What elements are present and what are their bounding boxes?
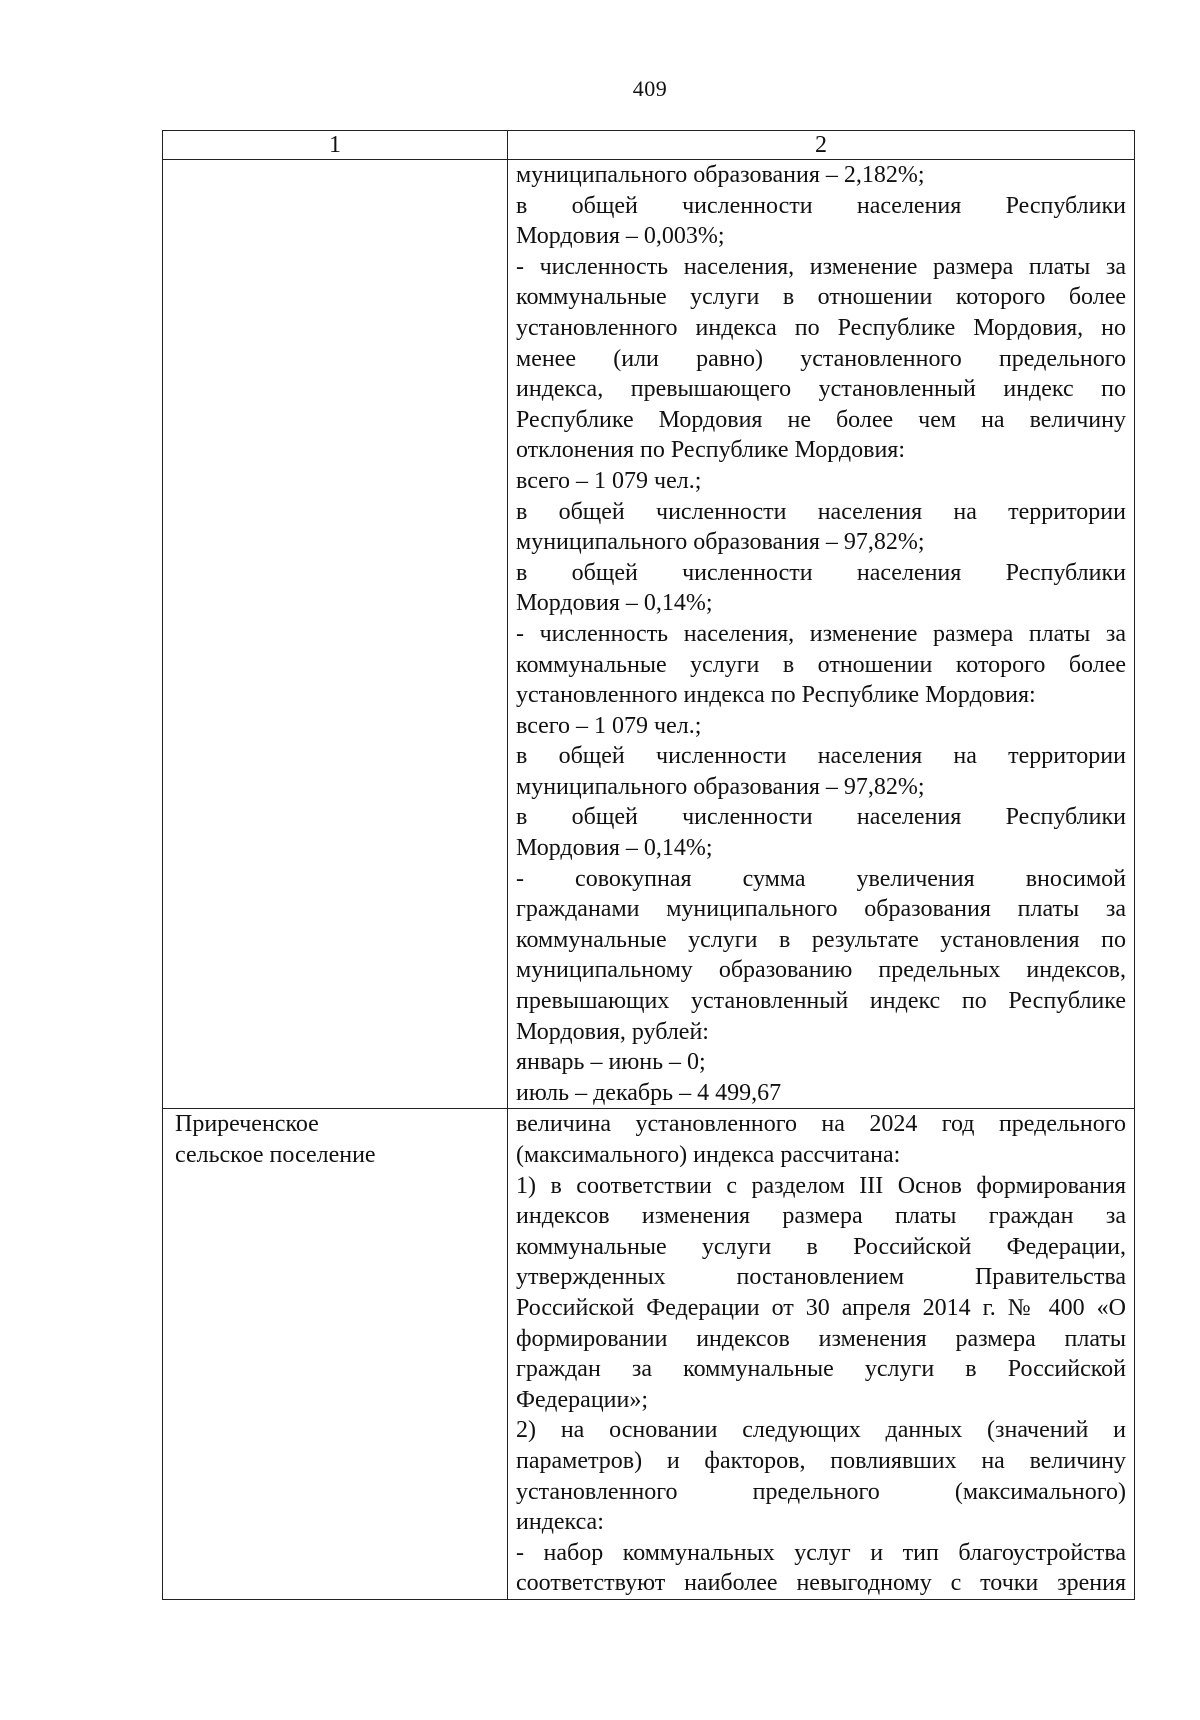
description-line: муниципального образования – 97,82%; [516, 773, 925, 800]
description-line: 1) в соответствии с разделом III Основ формирования [516, 1172, 1126, 1199]
description-line: Российской Федерации от 30 апреля 2014 г. № 400 «О [516, 1294, 1126, 1321]
description-line: формировании индексов изменения размера платы [516, 1325, 1126, 1352]
description-line: Федерации»; [516, 1386, 649, 1413]
table-row [163, 1109, 1135, 1600]
description-line: превышающих установленный индекс по Республике [516, 988, 1126, 1015]
description-line: соответствуют наиболее невыгодному с точки зрения [516, 1570, 1126, 1597]
description-line: установленного индекса по Республике Мордовия: [516, 682, 1036, 709]
description-line: индекса, превышающего установленный индекс по [516, 376, 1126, 403]
description-line: - совокупная сумма увеличения вносимой [516, 865, 1126, 892]
description-line: (максимального) индекса рассчитана: [516, 1142, 901, 1168]
description-line: 2) на основании следующих данных (значений и [516, 1417, 1126, 1444]
description-line: в общей численности населения Республики [516, 559, 1126, 586]
municipality-name-line: сельское поселение [175, 1142, 376, 1168]
description-line: Мордовия – 0,14%; [516, 835, 713, 862]
page-number: 409 [632, 76, 668, 101]
description-line: коммунальные услуги в Российской Федерации, [516, 1233, 1126, 1260]
description-line: индекса: [516, 1509, 604, 1536]
description-line: коммунальные услуги в отношении которого более [516, 651, 1126, 678]
column-header-1: 1 [163, 131, 508, 160]
description-line: муниципального образования – 2,182%; [516, 162, 925, 188]
description-line: индексов изменения размера платы граждан за [516, 1203, 1126, 1230]
description-line: июль – декабрь – 4 499,67 [516, 1079, 782, 1106]
description-line: - численность населения, изменение размера платы за [516, 253, 1126, 280]
description-line: муниципальному образованию предельных индексов, [516, 957, 1126, 984]
document-table [162, 130, 1135, 1600]
description-line: отклонения по Республике Мордовия: [516, 437, 906, 464]
description-line: гражданами муниципального образования платы за [516, 896, 1126, 923]
description-line: Мордовия – 0,003%; [516, 223, 725, 250]
description-line: всего – 1 079 чел.; [516, 712, 702, 739]
description-line: муниципального образования – 97,82%; [516, 529, 925, 556]
description-line: январь – июнь – 0; [516, 1049, 706, 1076]
description-line: Мордовия, рублей: [516, 1018, 709, 1045]
description-line: - численность населения, изменение размера платы за [516, 620, 1126, 647]
table-row [163, 160, 1135, 1109]
description-line: в общей численности населения Республики [516, 804, 1126, 831]
description-line: Мордовия – 0,14%; [516, 590, 713, 617]
column-header-2: 2 [508, 131, 1135, 160]
description-line: утвержденных постановлением Правительства [516, 1264, 1126, 1291]
description-line: в общей численности населения на территории [516, 743, 1126, 770]
description-line: граждан за коммунальные услуги в Российской [516, 1356, 1126, 1383]
municipality-name-line: Приреченское [175, 1111, 319, 1138]
description-line: в общей численности населения на территории [516, 498, 1126, 525]
municipality-cell [163, 1109, 508, 1600]
description-line: коммунальные услуги в отношении которого более [516, 284, 1126, 311]
description-line: Республике Мордовия не более чем на величину [516, 406, 1126, 433]
description-line: менее (или равно) установленного предельного [516, 345, 1126, 372]
description-line: коммунальные услуги в результате установления по [516, 926, 1126, 953]
description-line: параметров) и факторов, повлиявших на величину [516, 1447, 1126, 1474]
description-line: - набор коммунальных услуг и тип благоустройства [516, 1539, 1126, 1566]
table-header-row [163, 131, 1135, 160]
description-cell [508, 1109, 1135, 1600]
description-line: в общей численности населения Республики [516, 192, 1126, 219]
municipality-cell [163, 160, 508, 1109]
description-line: установленного предельного (максимального) [516, 1478, 1126, 1505]
description-line: всего – 1 079 чел.; [516, 467, 702, 494]
description-line: установленного индекса по Республике Мордовия, но [516, 314, 1126, 341]
description-line: величина установленного на 2024 год предельного [516, 1111, 1126, 1138]
description-cell [508, 160, 1135, 1109]
